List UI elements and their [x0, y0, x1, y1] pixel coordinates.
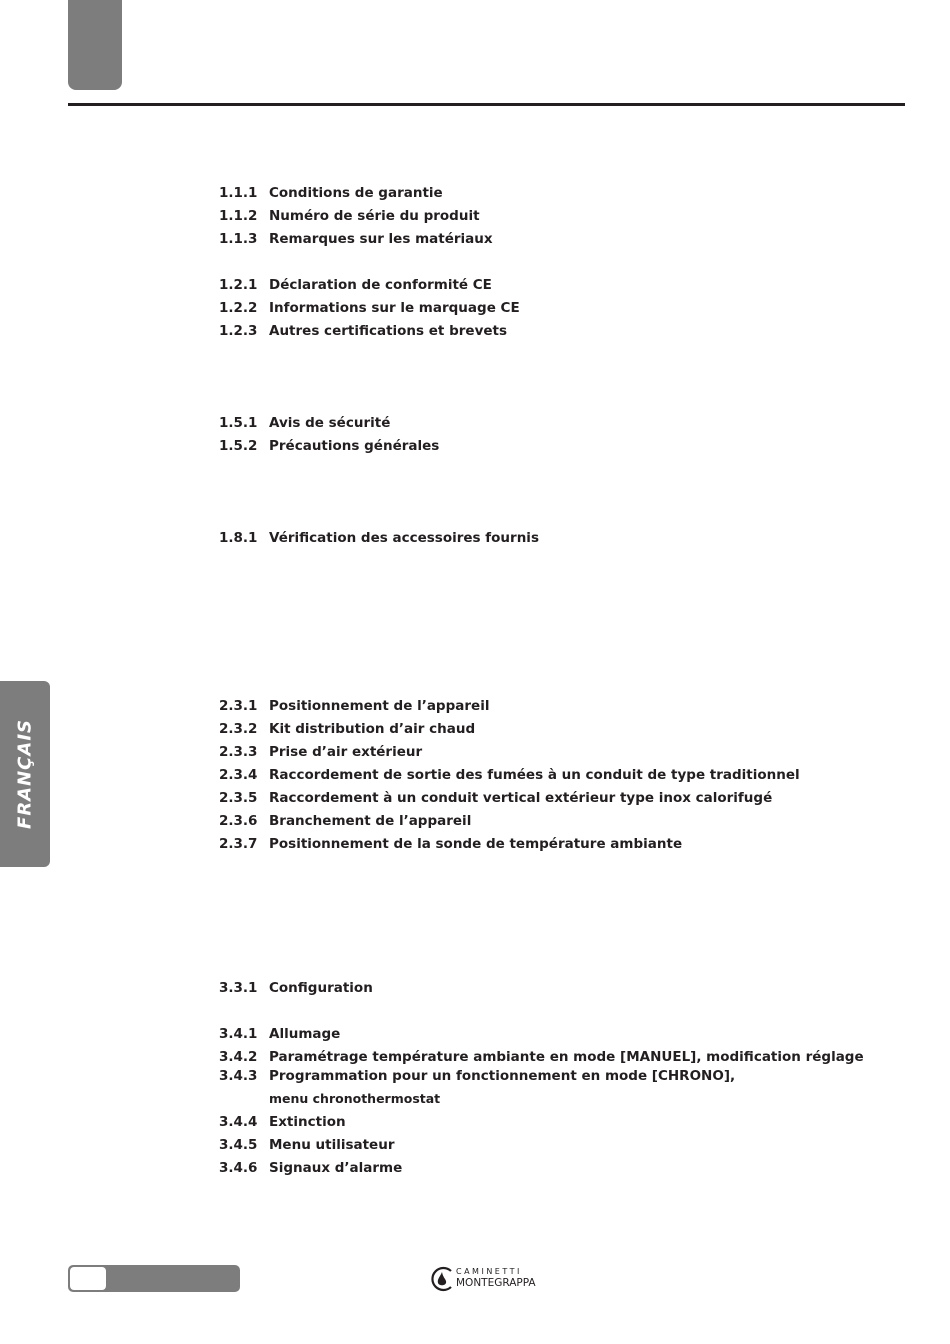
- toc-number: 2.3.2: [219, 721, 258, 737]
- toc-number: 1.8.1: [219, 530, 258, 546]
- toc-number: 2.3.7: [219, 836, 258, 852]
- language-tab: [0, 681, 50, 867]
- toc-number: 3.3.1: [219, 980, 258, 996]
- toc-entry-1-2-1[interactable]: [219, 277, 492, 293]
- toc-entry-2-3-4[interactable]: [219, 767, 800, 783]
- toc-number: 1.5.2: [219, 438, 258, 454]
- toc-entry-1-5-2[interactable]: [219, 438, 439, 454]
- toc-number: 3.4.2: [219, 1049, 258, 1065]
- logo-bottom-text: MONTEGRAPPA: [456, 1277, 536, 1289]
- toc-title: Positionnement de l’appareil: [269, 698, 490, 714]
- toc-number: 2.3.5: [219, 790, 258, 806]
- toc-entry-1-5-1[interactable]: [219, 415, 390, 431]
- toc-title: Allumage: [269, 1026, 341, 1042]
- toc-title: Autres certifications et brevets: [269, 323, 508, 339]
- toc-title: Configuration: [269, 980, 373, 996]
- toc-number: 1.2.1: [219, 277, 258, 293]
- toc-title: Extinction: [269, 1114, 346, 1130]
- toc-entry-3-3-1[interactable]: [219, 980, 373, 996]
- caminetti-montegrappa-logo: [430, 1263, 550, 1295]
- toc-entry-2-3-2[interactable]: [219, 721, 475, 737]
- toc-title: Branchement de l’appareil: [269, 813, 472, 829]
- toc-title: Paramétrage température ambiante en mode [MANUEL], modification réglage: [269, 1049, 864, 1065]
- toc-number: 3.4.1: [219, 1026, 258, 1042]
- toc-title: Numéro de série du produit: [269, 208, 480, 224]
- toc-number: 1.1.2: [219, 208, 258, 224]
- toc-title: Précautions générales: [269, 438, 440, 454]
- toc-number: 3.4.3: [219, 1068, 258, 1084]
- toc-title: Remarques sur les matériaux: [269, 231, 493, 247]
- toc-number: 3.4.6: [219, 1160, 258, 1176]
- toc-entry-1-1-2[interactable]: [219, 208, 480, 224]
- toc-number: 1.2.2: [219, 300, 258, 316]
- footer-page-bar: [68, 1265, 240, 1292]
- toc-entry-3-4-1[interactable]: [219, 1026, 340, 1042]
- toc-number: 2.3.4: [219, 767, 258, 783]
- toc-entry-3-4-3-continuation: menu chronothermostat: [269, 1091, 441, 1106]
- toc-title: Informations sur le marquage CE: [269, 300, 520, 316]
- toc-title: Raccordement de sortie des fumées à un conduit de type traditionnel: [269, 767, 800, 783]
- toc-number: 2.3.6: [219, 813, 258, 829]
- toc-entry-3-4-6[interactable]: [219, 1160, 402, 1176]
- toc-number: 1.1.3: [219, 231, 258, 247]
- toc-entry-3-4-2[interactable]: [219, 1049, 864, 1065]
- toc-entry-1-8-1[interactable]: [219, 530, 539, 546]
- logo-top-text: CAMINETTI: [456, 1267, 522, 1276]
- toc-entry-3-4-3[interactable]: [219, 1068, 735, 1084]
- toc-title: Vérification des accessoires fournis: [269, 530, 539, 546]
- toc-number: 1.1.1: [219, 185, 258, 201]
- toc-title: Prise d’air extérieur: [269, 744, 423, 760]
- toc-entry-1-2-3[interactable]: [219, 323, 507, 339]
- toc-entry-2-3-6[interactable]: [219, 813, 471, 829]
- header-rule: [68, 103, 905, 106]
- toc-number: 3.4.4: [219, 1114, 258, 1130]
- flame-logo-icon: [430, 1264, 456, 1294]
- toc-title: Menu utilisateur: [269, 1137, 395, 1153]
- toc-number: 1.5.1: [219, 415, 258, 431]
- toc-entry-2-3-7[interactable]: [219, 836, 682, 852]
- toc-title: Programmation pour un fonctionnement en mode [CHRONO],: [269, 1068, 736, 1084]
- toc-title: Kit distribution d’air chaud: [269, 721, 476, 737]
- toc-title: Signaux d’alarme: [269, 1160, 403, 1176]
- toc-number: 3.4.5: [219, 1137, 258, 1153]
- toc-entry-2-3-3[interactable]: [219, 744, 422, 760]
- toc-entry-3-4-5[interactable]: [219, 1137, 394, 1153]
- toc-number: 2.3.1: [219, 698, 258, 714]
- toc-number: 1.2.3: [219, 323, 258, 339]
- toc-entry-1-1-3[interactable]: [219, 231, 493, 247]
- toc-title: Positionnement de la sonde de température ambiante: [269, 836, 683, 852]
- toc-title: Avis de sécurité: [269, 415, 391, 431]
- toc-title: Déclaration de conformité CE: [269, 277, 492, 293]
- toc-title: Raccordement à un conduit vertical extérieur type inox calorifugé: [269, 790, 773, 806]
- toc-entry-2-3-1[interactable]: [219, 698, 489, 714]
- top-chapter-tab: [68, 0, 122, 90]
- toc-entry-1-2-2[interactable]: [219, 300, 520, 316]
- page-number-box: [70, 1267, 106, 1290]
- toc-entry-1-1-1[interactable]: [219, 185, 443, 201]
- toc-title: Conditions de garantie: [269, 185, 443, 201]
- toc-entry-3-4-4[interactable]: [219, 1114, 346, 1130]
- toc-entry-2-3-5[interactable]: [219, 790, 772, 806]
- toc-number: 2.3.3: [219, 744, 258, 760]
- language-tab-label: FRANÇAIS: [14, 719, 36, 829]
